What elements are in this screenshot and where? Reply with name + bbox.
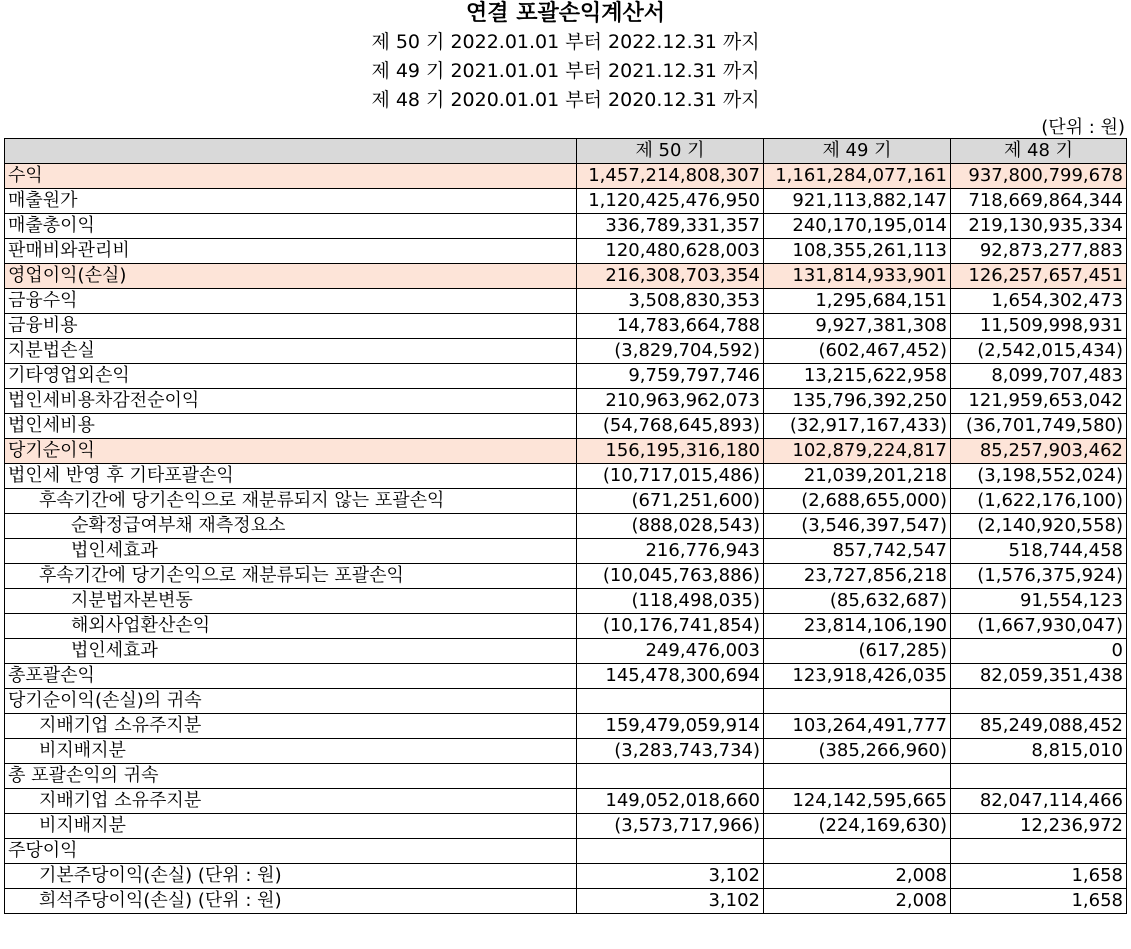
statement-title: 연결 포괄손익계산서 [466,1,665,26]
table-row [5,639,1127,664]
table-row [5,514,1127,539]
account-label: 총포괄손익 [5,664,577,689]
value-period-49: (224,169,630) [764,814,951,839]
account-label: 판매비와관리비 [5,239,577,264]
table-row [5,889,1127,914]
unit-label: (단위 : 원) [1041,117,1125,138]
value-period-50: 3,102 [577,889,764,914]
table-row [5,289,1127,314]
table-row [5,764,1127,789]
table-row [5,264,1127,289]
value-period-50: 156,195,316,180 [577,439,764,464]
account-label: 법인세비용 [5,414,577,439]
statement-header [0,0,1131,141]
account-label: 당기순이익(손실)의 귀속 [5,689,577,714]
value-period-49: (385,266,960) [764,739,951,764]
value-period-49: (617,285) [764,639,951,664]
table-header-row [5,139,1127,164]
table-row [5,489,1127,514]
value-period-50: 3,102 [577,864,764,889]
value-period-48: 92,873,277,883 [951,239,1127,264]
table-row [5,839,1127,864]
account-label: 영업이익(손실) [5,264,577,289]
account-label: 기본주당이익(손실) (단위 : 원) [5,864,577,889]
value-period-49 [764,764,951,789]
value-period-48: 91,554,123 [951,589,1127,614]
account-label: 기타영업외손익 [5,364,577,389]
value-period-49: 135,796,392,250 [764,389,951,414]
value-period-49: (602,467,452) [764,339,951,364]
value-period-50: (54,768,645,893) [577,414,764,439]
value-period-49: 103,264,491,777 [764,714,951,739]
account-label: 해외사업환산손익 [5,614,577,639]
value-period-49: 13,215,622,958 [764,364,951,389]
value-period-49: 108,355,261,113 [764,239,951,264]
account-label: 총 포괄손익의 귀속 [5,764,577,789]
table-row [5,739,1127,764]
value-period-48: 718,669,864,344 [951,189,1127,214]
value-period-48: 937,800,799,678 [951,164,1127,189]
value-period-49: 2,008 [764,864,951,889]
account-label: 비지배지분 [5,739,577,764]
header-account [5,139,577,164]
account-label: 금융비용 [5,314,577,339]
account-label: 주당이익 [5,839,577,864]
value-period-50: 3,508,830,353 [577,289,764,314]
table-row [5,589,1127,614]
period-line-49: 제 49 기 2021.01.01 부터 2021.12.31 까지 [371,60,760,82]
value-period-50: (3,283,743,734) [577,739,764,764]
value-period-48 [951,764,1127,789]
value-period-49: 131,814,933,901 [764,264,951,289]
value-period-50: (118,498,035) [577,589,764,614]
account-label: 지배기업 소유주지분 [5,714,577,739]
value-period-50: 145,478,300,694 [577,664,764,689]
period-line-50: 제 50 기 2022.01.01 부터 2022.12.31 까지 [371,31,760,53]
value-period-50: 14,783,664,788 [577,314,764,339]
period-line-48: 제 48 기 2020.01.01 부터 2020.12.31 까지 [371,89,760,111]
account-label: 후속기간에 당기손익으로 재분류되지 않는 포괄손익 [5,489,577,514]
value-period-48: (1,622,176,100) [951,489,1127,514]
value-period-50: 216,776,943 [577,539,764,564]
table-row [5,239,1127,264]
value-period-48 [951,689,1127,714]
account-label: 매출총이익 [5,214,577,239]
account-label: 희석주당이익(손실) (단위 : 원) [5,889,577,914]
value-period-48: 518,744,458 [951,539,1127,564]
table-row [5,339,1127,364]
account-label: 순확정급여부채 재측정요소 [5,514,577,539]
account-label: 법인세 반영 후 기타포괄손익 [5,464,577,489]
table-row [5,364,1127,389]
account-label: 법인세효과 [5,539,577,564]
table-row [5,689,1127,714]
value-period-48: 1,654,302,473 [951,289,1127,314]
value-period-48: 0 [951,639,1127,664]
table-row [5,539,1127,564]
value-period-49: 857,742,547 [764,539,951,564]
value-period-48 [951,839,1127,864]
value-period-49 [764,689,951,714]
value-period-50: (3,829,704,592) [577,339,764,364]
value-period-50: 149,052,018,660 [577,789,764,814]
value-period-48: 82,059,351,438 [951,664,1127,689]
value-period-50: 210,963,962,073 [577,389,764,414]
value-period-49: 921,113,882,147 [764,189,951,214]
value-period-49: 123,918,426,035 [764,664,951,689]
header-period-50: 제 50 기 [577,139,764,164]
value-period-50: 9,759,797,746 [577,364,764,389]
account-label: 비지배지분 [5,814,577,839]
value-period-48: (2,542,015,434) [951,339,1127,364]
value-period-50: (10,045,763,886) [577,564,764,589]
table-row [5,164,1127,189]
value-period-48: 85,249,088,452 [951,714,1127,739]
value-period-49: 124,142,595,665 [764,789,951,814]
value-period-48: 121,959,653,042 [951,389,1127,414]
table-row [5,614,1127,639]
table-row [5,864,1127,889]
account-label: 수익 [5,164,577,189]
value-period-50: 159,479,059,914 [577,714,764,739]
table-row [5,389,1127,414]
account-label: 법인세효과 [5,639,577,664]
value-period-48: 85,257,903,462 [951,439,1127,464]
table-row [5,464,1127,489]
value-period-48: (1,667,930,047) [951,614,1127,639]
account-label: 지분법손실 [5,339,577,364]
table-row [5,564,1127,589]
value-period-50: (10,717,015,486) [577,464,764,489]
value-period-48: (1,576,375,924) [951,564,1127,589]
value-period-50: 216,308,703,354 [577,264,764,289]
value-period-49: 23,814,106,190 [764,614,951,639]
account-label: 지분법자본변동 [5,589,577,614]
header-period-48: 제 48 기 [951,139,1127,164]
account-label: 금융수익 [5,289,577,314]
value-period-50: (671,251,600) [577,489,764,514]
value-period-49: (2,688,655,000) [764,489,951,514]
value-period-49: 23,727,856,218 [764,564,951,589]
table-row [5,714,1127,739]
table-row [5,314,1127,339]
table-row [5,664,1127,689]
table-row [5,414,1127,439]
value-period-48: 8,099,707,483 [951,364,1127,389]
value-period-50: (3,573,717,966) [577,814,764,839]
value-period-50 [577,839,764,864]
value-period-49: (85,632,687) [764,589,951,614]
account-label: 지배기업 소유주지분 [5,789,577,814]
value-period-50: (10,176,741,854) [577,614,764,639]
value-period-50: 1,457,214,808,307 [577,164,764,189]
value-period-49: 102,879,224,817 [764,439,951,464]
table-row [5,789,1127,814]
value-period-49: 1,161,284,077,161 [764,164,951,189]
value-period-50: 1,120,425,476,950 [577,189,764,214]
value-period-49: 21,039,201,218 [764,464,951,489]
value-period-49 [764,839,951,864]
account-label: 법인세비용차감전순이익 [5,389,577,414]
value-period-50: (888,028,543) [577,514,764,539]
value-period-49: (32,917,167,433) [764,414,951,439]
account-label: 당기순이익 [5,439,577,464]
value-period-48: 82,047,114,466 [951,789,1127,814]
header-period-49: 제 49 기 [764,139,951,164]
value-period-49: 1,295,684,151 [764,289,951,314]
value-period-49: (3,546,397,547) [764,514,951,539]
value-period-48: (2,140,920,558) [951,514,1127,539]
account-label: 후속기간에 당기손익으로 재분류되는 포괄손익 [5,564,577,589]
value-period-48: 12,236,972 [951,814,1127,839]
table-row [5,189,1127,214]
value-period-50: 249,476,003 [577,639,764,664]
value-period-49: 2,008 [764,889,951,914]
account-label: 매출원가 [5,189,577,214]
value-period-48: 126,257,657,451 [951,264,1127,289]
value-period-50 [577,689,764,714]
value-period-50 [577,764,764,789]
value-period-49: 9,927,381,308 [764,314,951,339]
value-period-49: 240,170,195,014 [764,214,951,239]
value-period-50: 336,789,331,357 [577,214,764,239]
value-period-48: 219,130,935,334 [951,214,1127,239]
table-row [5,439,1127,464]
table-row [5,814,1127,839]
value-period-48: 1,658 [951,864,1127,889]
value-period-48: (3,198,552,024) [951,464,1127,489]
value-period-48: 8,815,010 [951,739,1127,764]
value-period-48: 1,658 [951,889,1127,914]
table-row [5,214,1127,239]
income-statement-table [4,138,1127,914]
value-period-48: (36,701,749,580) [951,414,1127,439]
value-period-50: 120,480,628,003 [577,239,764,264]
value-period-48: 11,509,998,931 [951,314,1127,339]
